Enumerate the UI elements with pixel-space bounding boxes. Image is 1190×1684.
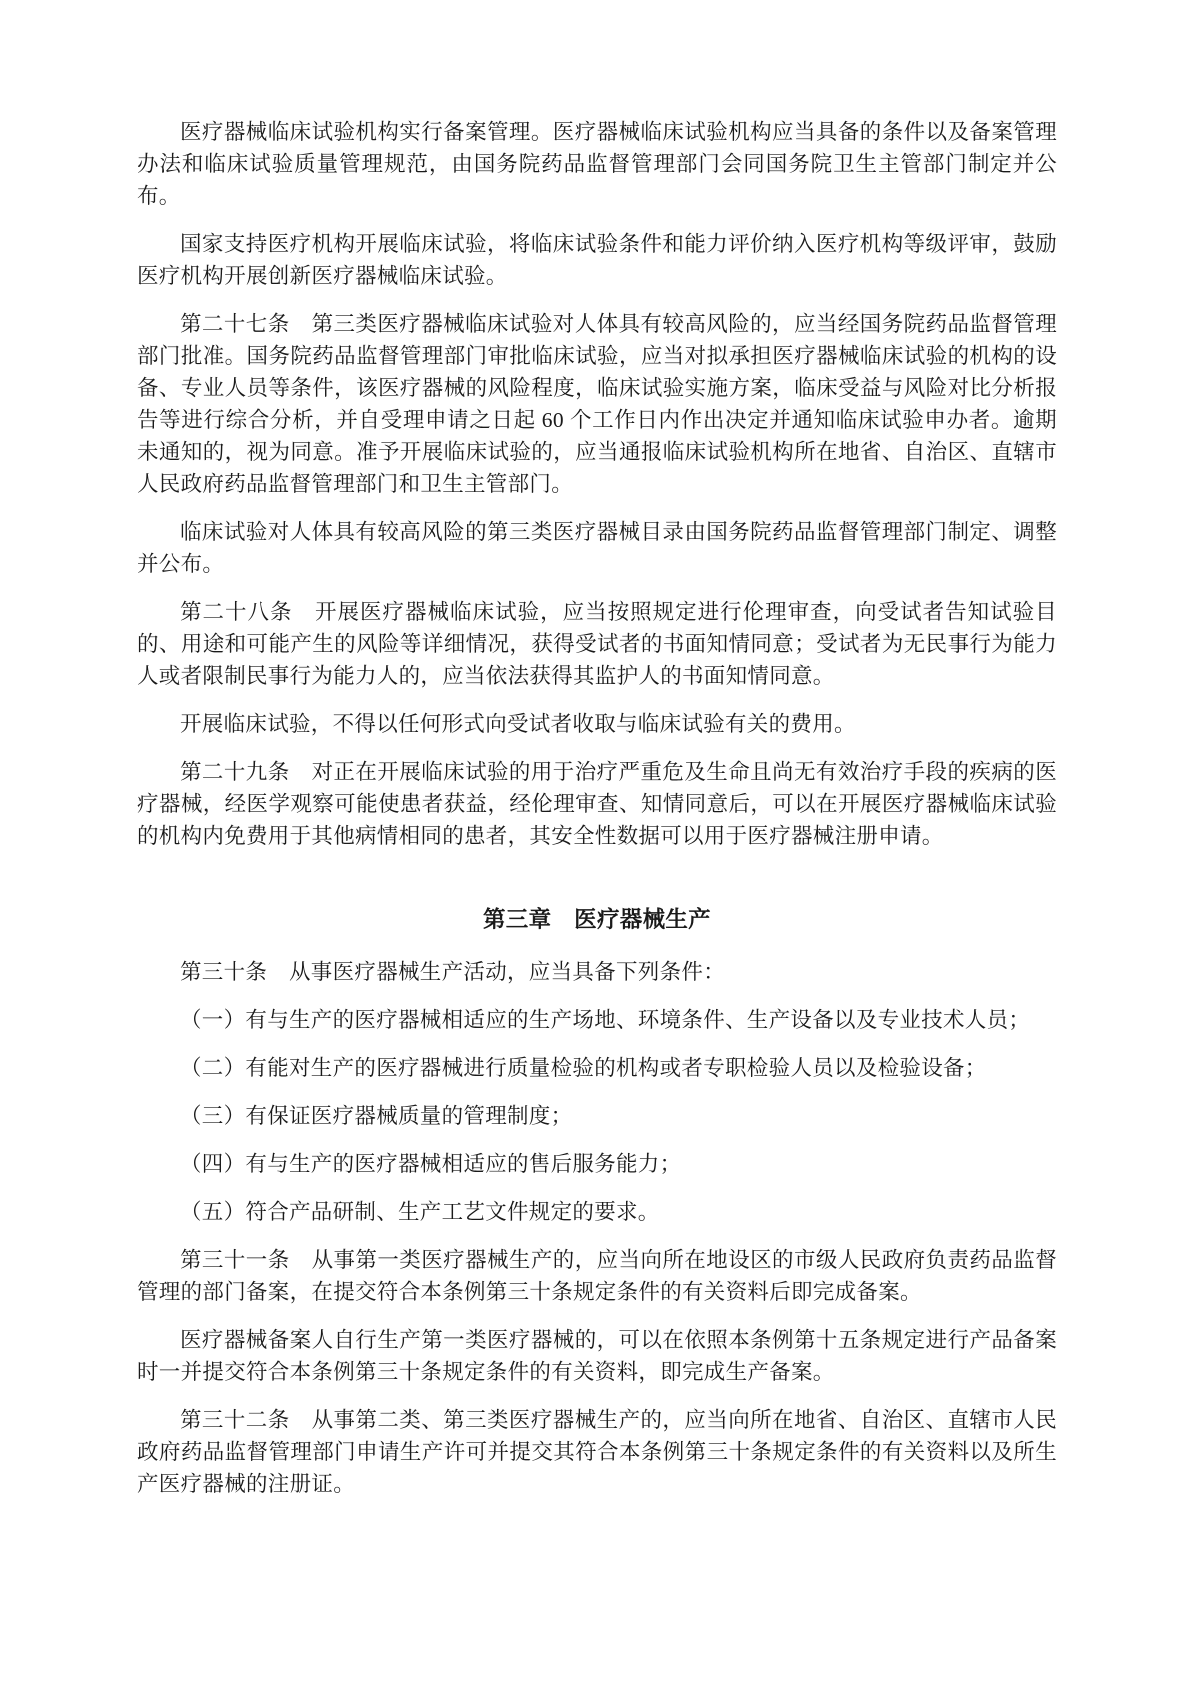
body-paragraph: 第三十条 从事医疗器械生产活动，应当具备下列条件：: [180, 960, 726, 984]
list-item-paragraph: （四）有与生产的医疗器械相适应的售后服务能力；: [180, 1152, 682, 1176]
list-item-paragraph: （一）有与生产的医疗器械相适应的生产场地、环境条件、生产设备以及专业技术人员；: [180, 1008, 1031, 1032]
body-paragraph: 开展临床试验，不得以任何形式向受试者收取与临床试验有关的费用。: [180, 712, 856, 736]
body-paragraph: 医疗器械备案人自行生产第一类医疗器械的，可以在依照本条例第十五条规定进行产品备案时一并提交符合本条例第三十条规定条件的有关资料，即完成生产备案。: [137, 1328, 1057, 1384]
list-item-paragraph: （五）符合产品研制、生产工艺文件规定的要求。: [180, 1200, 660, 1224]
body-paragraph: 临床试验对人体具有较高风险的第三类医疗器械目录由国务院药品监督管理部门制定、调整并公布。: [137, 520, 1057, 576]
body-paragraph: 医疗器械临床试验机构实行备案管理。医疗器械临床试验机构应当具备的条件以及备案管理办法和临床试验质量管理规范，由国务院药品监督管理部门会同国务院卫生主管部门制定并公布。: [137, 120, 1057, 208]
document-body: [137, 116, 1057, 1500]
chapter-heading: 第三章 医疗器械生产: [482, 907, 711, 932]
body-paragraph: 第二十八条 开展医疗器械临床试验，应当按照规定进行伦理审查，向受试者告知试验目的、用途和可能产生的风险等详细情况，获得受试者的书面知情同意；受试者为无民事行为能力人或者限制民事行为能力人的，应当依法获得其监护人的书面知情同意。: [137, 600, 1057, 688]
list-item-paragraph: （二）有能对生产的医疗器械进行质量检验的机构或者专职检验人员以及检验设备；: [180, 1056, 987, 1080]
body-paragraph: 第三十一条 从事第一类医疗器械生产的，应当向所在地设区的市级人民政府负责药品监督管理的部门备案，在提交符合本条例第三十条规定条件的有关资料后即完成备案。: [137, 1248, 1057, 1304]
body-paragraph: 国家支持医疗机构开展临床试验，将临床试验条件和能力评价纳入医疗机构等级评审，鼓励医疗机构开展创新医疗器械临床试验。: [137, 232, 1057, 288]
body-paragraph: 第二十九条 对正在开展临床试验的用于治疗严重危及生命且尚无有效治疗手段的疾病的医疗器械，经医学观察可能使患者获益，经伦理审查、知情同意后，可以在开展医疗器械临床试验的机构内免费用于其他病情相同的患者，其安全性数据可以用于医疗器械注册申请。: [137, 760, 1057, 848]
body-paragraph: 第二十七条 第三类医疗器械临床试验对人体具有较高风险的，应当经国务院药品监督管理部门批准。国务院药品监督管理部门审批临床试验，应当对拟承担医疗器械临床试验的机构的设备、专业人员等条件，该医疗器械的风险程度，临床试验实施方案，临床受益与风险对比分析报告等进行综合分析，并自受理申请之日起 60 个工作日内作出决定并通知临床试验申办者。逾期未通知的，视为同意。准予开展临床试验的，应当通报临床试验机构所在地省、自治区、直辖市人民政府药品监督管理部门和卫生主管部门。: [137, 312, 1057, 496]
list-item-paragraph: （三）有保证医疗器械质量的管理制度；: [180, 1104, 573, 1128]
body-paragraph: 第三十二条 从事第二类、第三类医疗器械生产的，应当向所在地省、自治区、直辖市人民政府药品监督管理部门申请生产许可并提交其符合本条例第三十条规定条件的有关资料以及所生产医疗器械的注册证。: [137, 1408, 1057, 1496]
